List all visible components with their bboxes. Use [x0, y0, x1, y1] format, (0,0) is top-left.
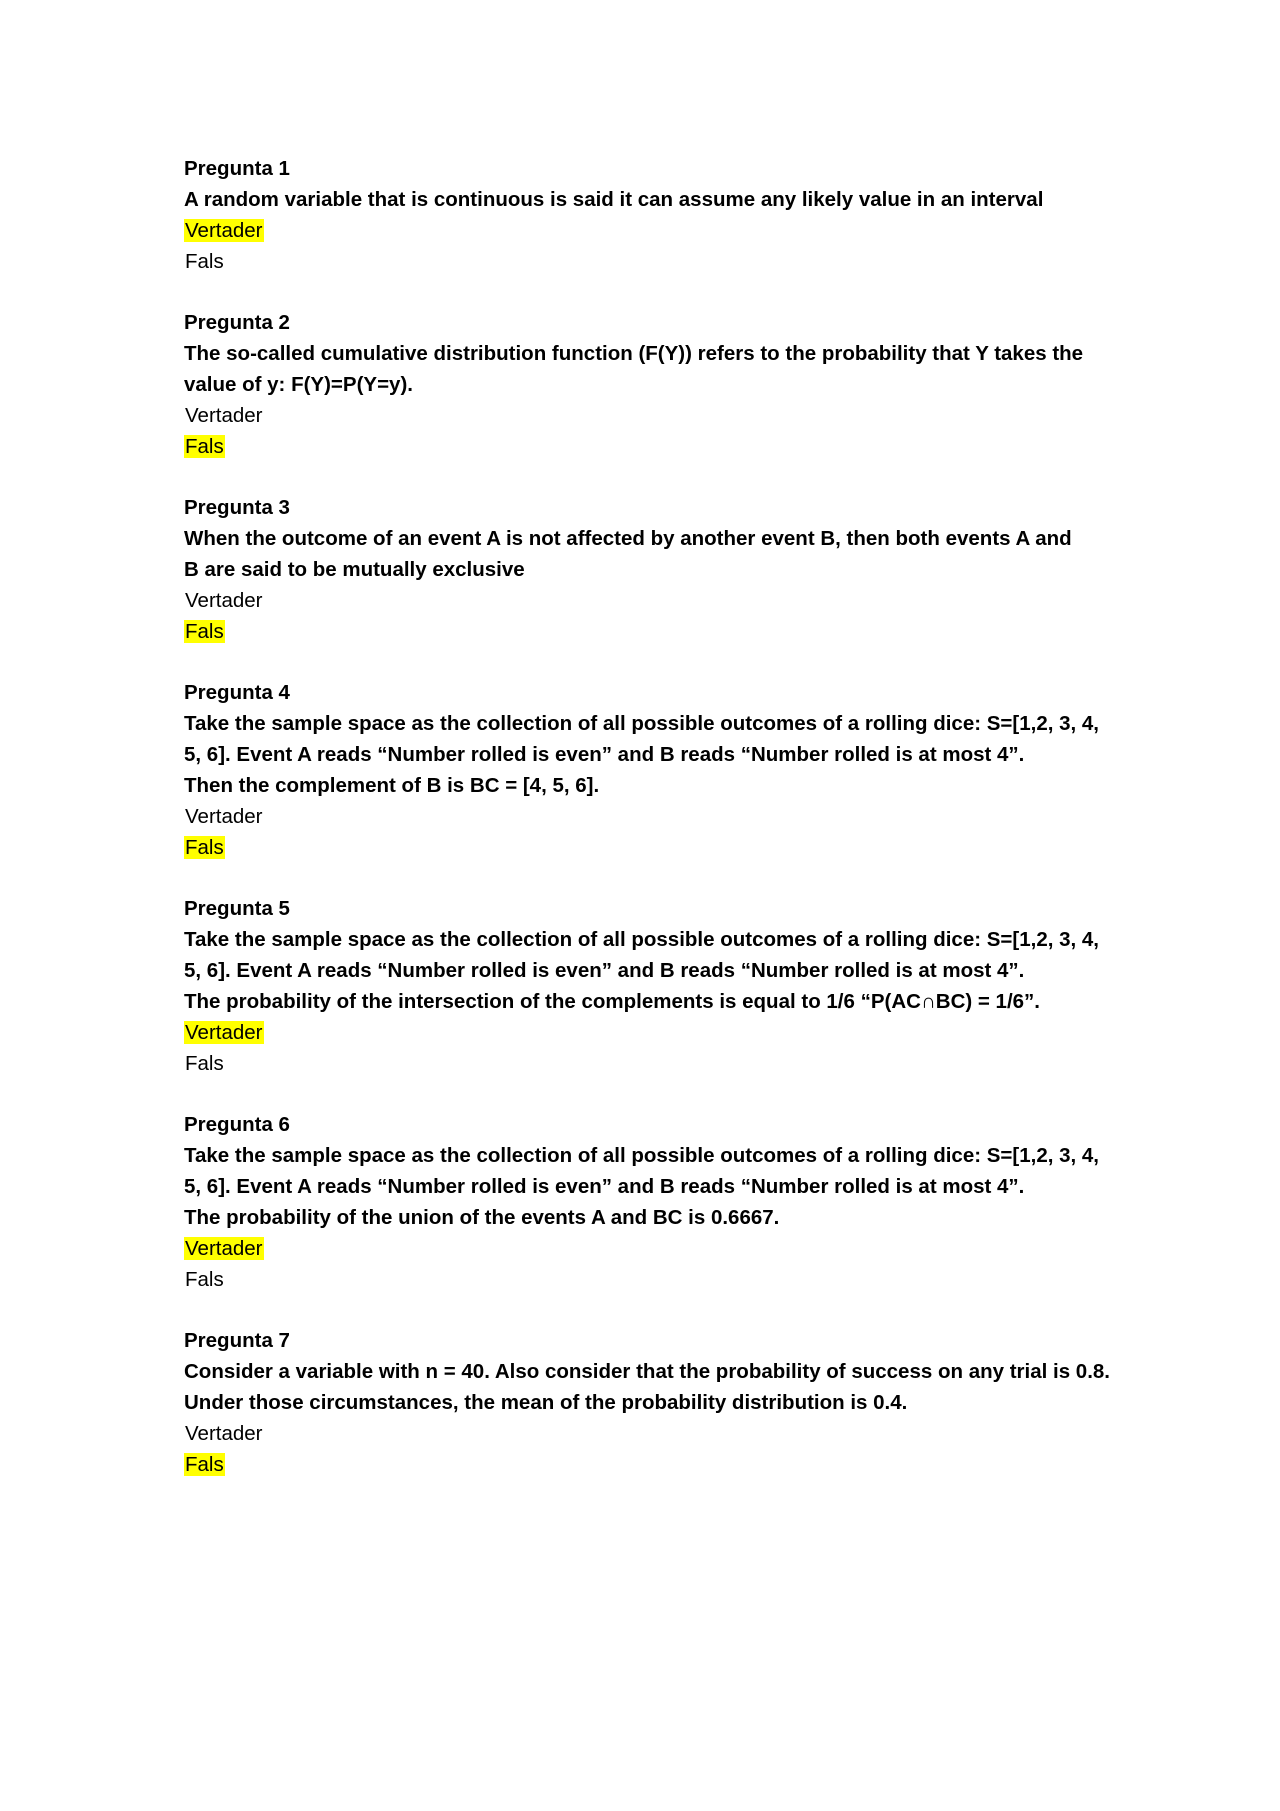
question-title: Pregunta 2 — [184, 311, 290, 334]
question-text-line: A random variable that is continuous is said it can assume any likely value in an interval — [184, 188, 1044, 211]
answer-option — [184, 1048, 1114, 1079]
question-text-line: B are said to be mutually exclusive — [184, 558, 525, 581]
question-text — [184, 338, 1114, 400]
question-text-line: Then the complement of B is BC = [4, 5, 6]. — [184, 774, 600, 797]
answer-option-label-highlighted: Vertader — [185, 219, 263, 242]
answer-option — [184, 616, 1114, 647]
question-text — [184, 924, 1114, 1017]
question-title: Pregunta 4 — [184, 681, 290, 704]
question-block — [184, 677, 1114, 863]
answer-option-label-highlighted: Fals — [185, 435, 224, 458]
question-text-line: When the outcome of an event A is not affected by another event B, then both events A and — [184, 527, 1072, 550]
answer-option — [184, 1017, 1114, 1048]
question-text-line: 5, 6]. Event A reads “Number rolled is even” and B reads “Number rolled is at most 4”. — [184, 959, 1025, 982]
answer-option — [184, 801, 1114, 832]
question-title: Pregunta 6 — [184, 1113, 290, 1136]
question-text-line: Under those circumstances, the mean of the probability distribution is 0.4. — [184, 1391, 908, 1414]
answer-option — [184, 400, 1114, 431]
question-text-line: 5, 6]. Event A reads “Number rolled is even” and B reads “Number rolled is at most 4”. — [184, 743, 1025, 766]
question-text-line: 5, 6]. Event A reads “Number rolled is even” and B reads “Number rolled is at most 4”. — [184, 1175, 1025, 1198]
question-text-line: The probability of the intersection of the complements is equal to 1/6 “P(AC∩BC) = 1/6”. — [184, 990, 1041, 1013]
question-text-line: value of y: F(Y)=P(Y=y). — [184, 373, 413, 396]
answer-option-label: Vertader — [185, 805, 263, 828]
question-text — [184, 1140, 1114, 1233]
answer-option — [184, 246, 1114, 277]
answer-option-label: Fals — [185, 1052, 224, 1075]
question-text — [184, 1356, 1114, 1418]
question-title: Pregunta 5 — [184, 897, 290, 920]
question-text — [184, 184, 1114, 215]
question-block — [184, 307, 1114, 462]
question-text-line: Take the sample space as the collection of all possible outcomes of a rolling dice: S=[1,2, 3, 4, — [184, 1144, 1100, 1167]
answer-option-label: Vertader — [185, 589, 263, 612]
answer-option-label-highlighted: Fals — [185, 620, 224, 643]
answer-option-label-highlighted: Vertader — [185, 1237, 263, 1260]
question-block — [184, 893, 1114, 1079]
answer-option — [184, 1418, 1114, 1449]
question-text — [184, 708, 1114, 801]
question-text-line: Take the sample space as the collection of all possible outcomes of a rolling dice: S=[1,2, 3, 4, — [184, 928, 1100, 951]
answer-option — [184, 832, 1114, 863]
question-list — [184, 153, 1114, 1510]
answer-option — [184, 215, 1114, 246]
answer-option — [184, 585, 1114, 616]
question-text-line: Consider a variable with n = 40. Also consider that the probability of success on any trial is 0.8. — [184, 1360, 1110, 1383]
question-title: Pregunta 3 — [184, 496, 290, 519]
question-block — [184, 153, 1114, 277]
question-block — [184, 1325, 1114, 1480]
answer-option-label: Fals — [185, 1268, 224, 1291]
answer-option-label-highlighted: Vertader — [185, 1021, 263, 1044]
question-title: Pregunta 1 — [184, 157, 290, 180]
answer-option — [184, 1449, 1114, 1480]
answer-option-label: Vertader — [185, 1422, 263, 1445]
answer-option-label: Fals — [185, 250, 224, 273]
answer-option-label: Vertader — [185, 404, 263, 427]
answer-option-label-highlighted: Fals — [185, 1453, 224, 1476]
question-text — [184, 523, 1114, 585]
question-text-line: The so-called cumulative distribution function (F(Y)) refers to the probability that Y takes the — [184, 342, 1084, 365]
answer-option — [184, 1264, 1114, 1295]
answer-option — [184, 431, 1114, 462]
question-block — [184, 1109, 1114, 1295]
question-block — [184, 492, 1114, 647]
answer-option — [184, 1233, 1114, 1264]
question-text-line: The probability of the union of the events A and BC is 0.6667. — [184, 1206, 780, 1229]
answer-option-label-highlighted: Fals — [185, 836, 224, 859]
question-title: Pregunta 7 — [184, 1329, 290, 1352]
question-text-line: Take the sample space as the collection of all possible outcomes of a rolling dice: S=[1,2, 3, 4, — [184, 712, 1100, 735]
